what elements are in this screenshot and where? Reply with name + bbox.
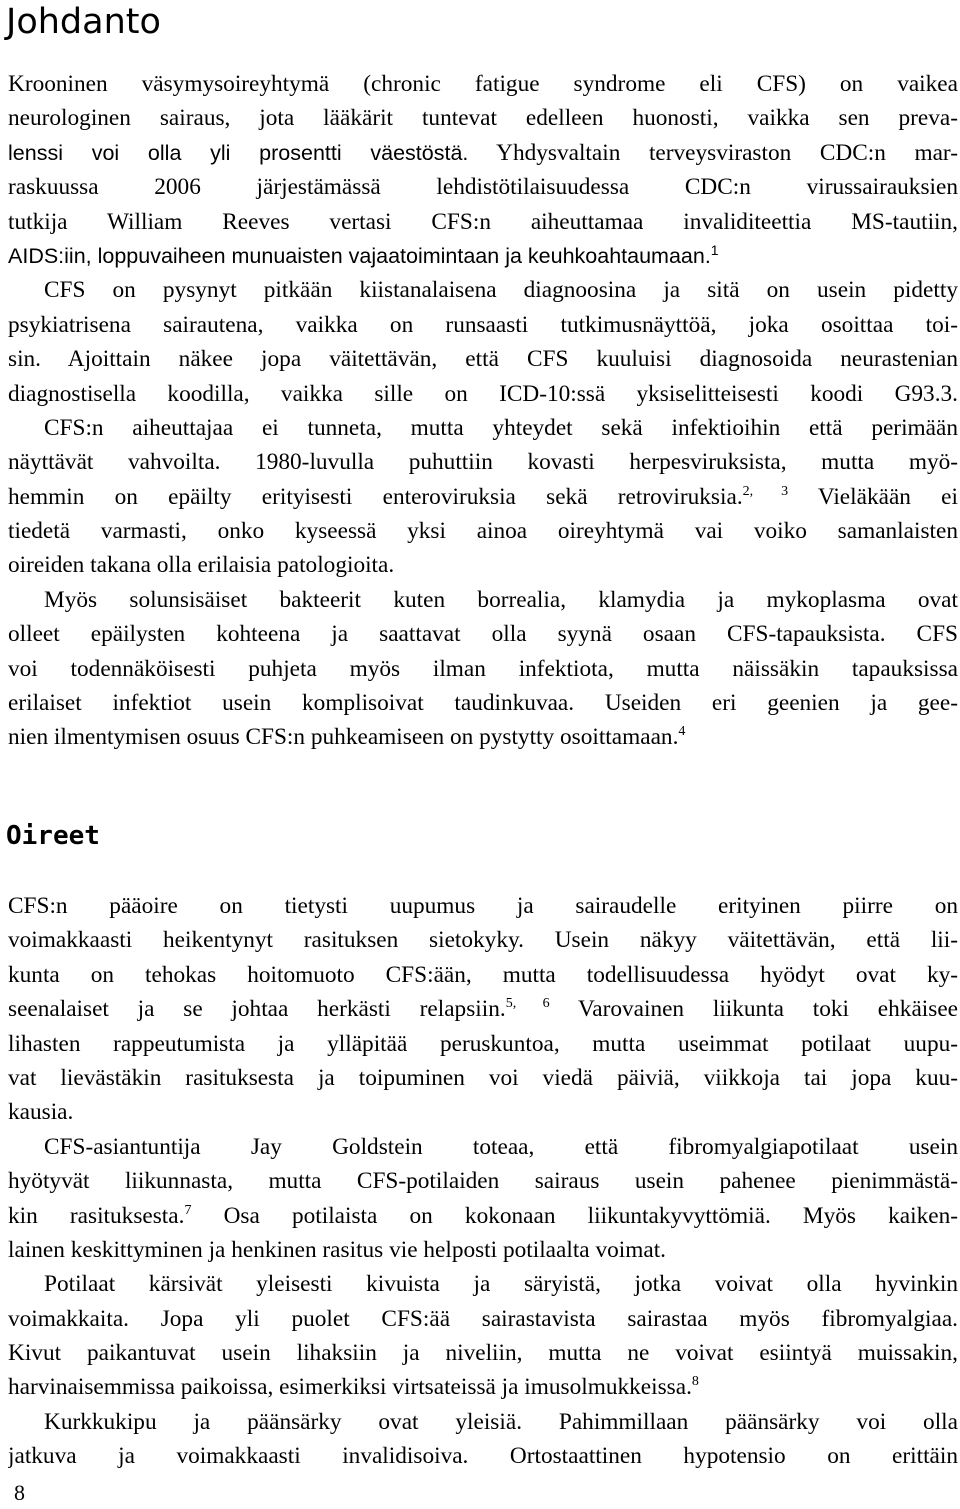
text-line: erilaiset infektiot usein komplisoivat taudinkuvaa. Useiden eri geenien ja gee- [8,690,958,717]
intro-section [8,67,958,755]
footnote-ref: 5, 6 [505,996,550,1012]
text-line: vat lievästäkin rasituksesta ja toipuminen voi viedä päiviä, viikkoja tai jopa kuu- [8,1064,958,1091]
text-line [8,1199,958,1233]
text-fragment: AIDS:iin, loppuvaiheen munuaisten vajaatoimintaan ja keuhkoahtaumaan. [8,243,711,268]
text-line: voimakkaita. Jopa yli puolet CFS:ää sairastavista sairastaa myös fibromyalgiaa. [8,1305,958,1332]
text-line [8,720,958,754]
text-line: Potilaat kärsivät yleisesti kivuista ja säryistä, jotka voivat olla hyvinkin [44,1271,958,1298]
footnote-ref: 2, 3 [742,483,789,499]
text-line [8,992,958,1026]
text-line: CFS-asiantuntija Jay Goldstein toteaa, että fibromyalgiapotilaat usein [44,1133,958,1160]
text-line: hyötyvät liikunnasta, mutta CFS-potilaiden sairaus usein pahenee pienimmästä- [8,1168,958,1195]
text-line [8,136,958,170]
section-heading-oireet: Oireet [6,821,100,851]
symptoms-section [8,889,958,1474]
footnote-ref: 1 [710,241,719,258]
footnote-ref: 7 [184,1202,192,1218]
text-line: Myös solunsisäiset bakteerit kuten borrealia, klamydia ja mykoplasma ovat [44,586,958,613]
text-line: tiedetä varmasti, onko kyseessä yksi ainoa oireyhtymä vai voiko samanlaisten [8,518,958,545]
text-line: jatkuva ja voimakkaasti invalidisoiva. Ortostaattinen hypotensio on erittäin [8,1443,958,1470]
text-line: neurologinen sairaus, jota lääkärit tuntevat edelleen huonosti, vaikka sen preva- [8,105,958,132]
text-line: psykiatrisena sairautena, vaikka on runsaasti tutkimusnäyttöä, joka osoittaa toi- [8,311,958,338]
text-fragment: kin rasituksesta. [8,1202,185,1229]
text-fragment: harvinaisemmissa paikoissa, esimerkiksi virtsateissä ja imusolmukkeissa. [8,1374,692,1401]
text-line: Krooninen väsymysoireyhtymä (chronic fatigue syndrome eli CFS) on vaikea [8,71,958,97]
text-fragment: Yhdysvaltain terveysviraston CDC:n mar- [468,139,958,166]
text-line: CFS:n aiheuttajaa ei tunneta, mutta yhteydet sekä infektioihin että perimään [44,414,958,441]
text-line: kausia. [8,1099,74,1126]
text-line: voi todennäköisesti puhjeta myös ilman infektiota, mutta näissäkin tapauksissa [8,655,958,682]
text-line: näyttävät vahvoilta. 1980-luvulla puhuttiin kovasti herpesviruksista, mutta myö- [8,449,958,476]
text-line: CFS:n pääoire on tietysti uupumus ja sairaudelle erityinen piirre on [8,893,958,919]
text-line: kunta on tehokas hoitomuoto CFS:ään, mutta todellisuudessa hyödyt ovat ky- [8,961,958,988]
section-heading-johdanto: Johdanto [6,2,161,42]
text-line: lihasten rappeutumista ja ylläpitää peruskuntoa, mutta useimmat potilaat uupu- [8,1030,958,1057]
text-fragment: Varovainen liikunta toki ehkäisee [549,996,958,1023]
text-line: raskuussa 2006 järjestämässä lehdistötilaisuudessa CDC:n virussairauksien [8,174,958,201]
text-fragment: hemmin on epäilty erityisesti enteroviruksia sekä retroviruksia. [8,483,743,510]
text-line: lainen keskittyminen ja henkinen rasitus vie helposti potilaalta voimat. [8,1236,666,1263]
text-line: CFS on pysynyt pitkään kiistanalaisena diagnoosina ja sitä on usein pidetty [44,277,958,304]
text-fragment: Vieläkään ei [788,483,958,510]
text-line [8,480,958,514]
text-line: voimakkaasti heikentynyt rasituksen sietokyky. Usein näkyy väitettävän, että lii- [8,927,958,954]
text-fragment: Osa potilaista on kokonaan liikuntakyvyttömiä. Myös kaiken- [191,1202,958,1229]
text-line: olleet epäilysten kohteena ja saattavat olla syynä osaan CFS-tapauksista. CFS [8,621,958,648]
text-fragment: lenssi voi olla yli prosentti väestöstä. [8,140,469,165]
text-line: sin. Ajoittain näkee jopa väitettävän, että CFS kuuluisi diagnosoida neurastenian [8,346,958,373]
text-line: diagnostisella koodilla, vaikka sille on ICD-10:ssä yksiselitteisesti koodi G93.3. [8,380,958,407]
text-line [8,239,958,273]
text-line: Kurkkukipu ja päänsärky ovat yleisiä. Pahimmillaan päänsärky voi olla [44,1408,958,1435]
footnote-ref: 8 [691,1374,699,1390]
text-line: oireiden takana olla erilaisia patologioita. [8,552,395,579]
text-line [8,1370,958,1404]
text-fragment: nien ilmentymisen osuus CFS:n puhkeamiseen on pystytty osoittamaan. [8,724,679,751]
text-line: Kivut paikantuvat usein lihaksiin ja niveliin, mutta ne voivat esiintyä muissakin, [8,1340,958,1367]
text-line: tutkija William Reeves vertasi CFS:n aiheuttamaa invaliditeettia MS-tautiin, [8,208,958,235]
footnote-ref: 4 [678,724,686,740]
text-fragment: seenalaiset ja se johtaa herkästi relapsiin. [8,996,506,1023]
page-number: 8 [14,1480,25,1505]
